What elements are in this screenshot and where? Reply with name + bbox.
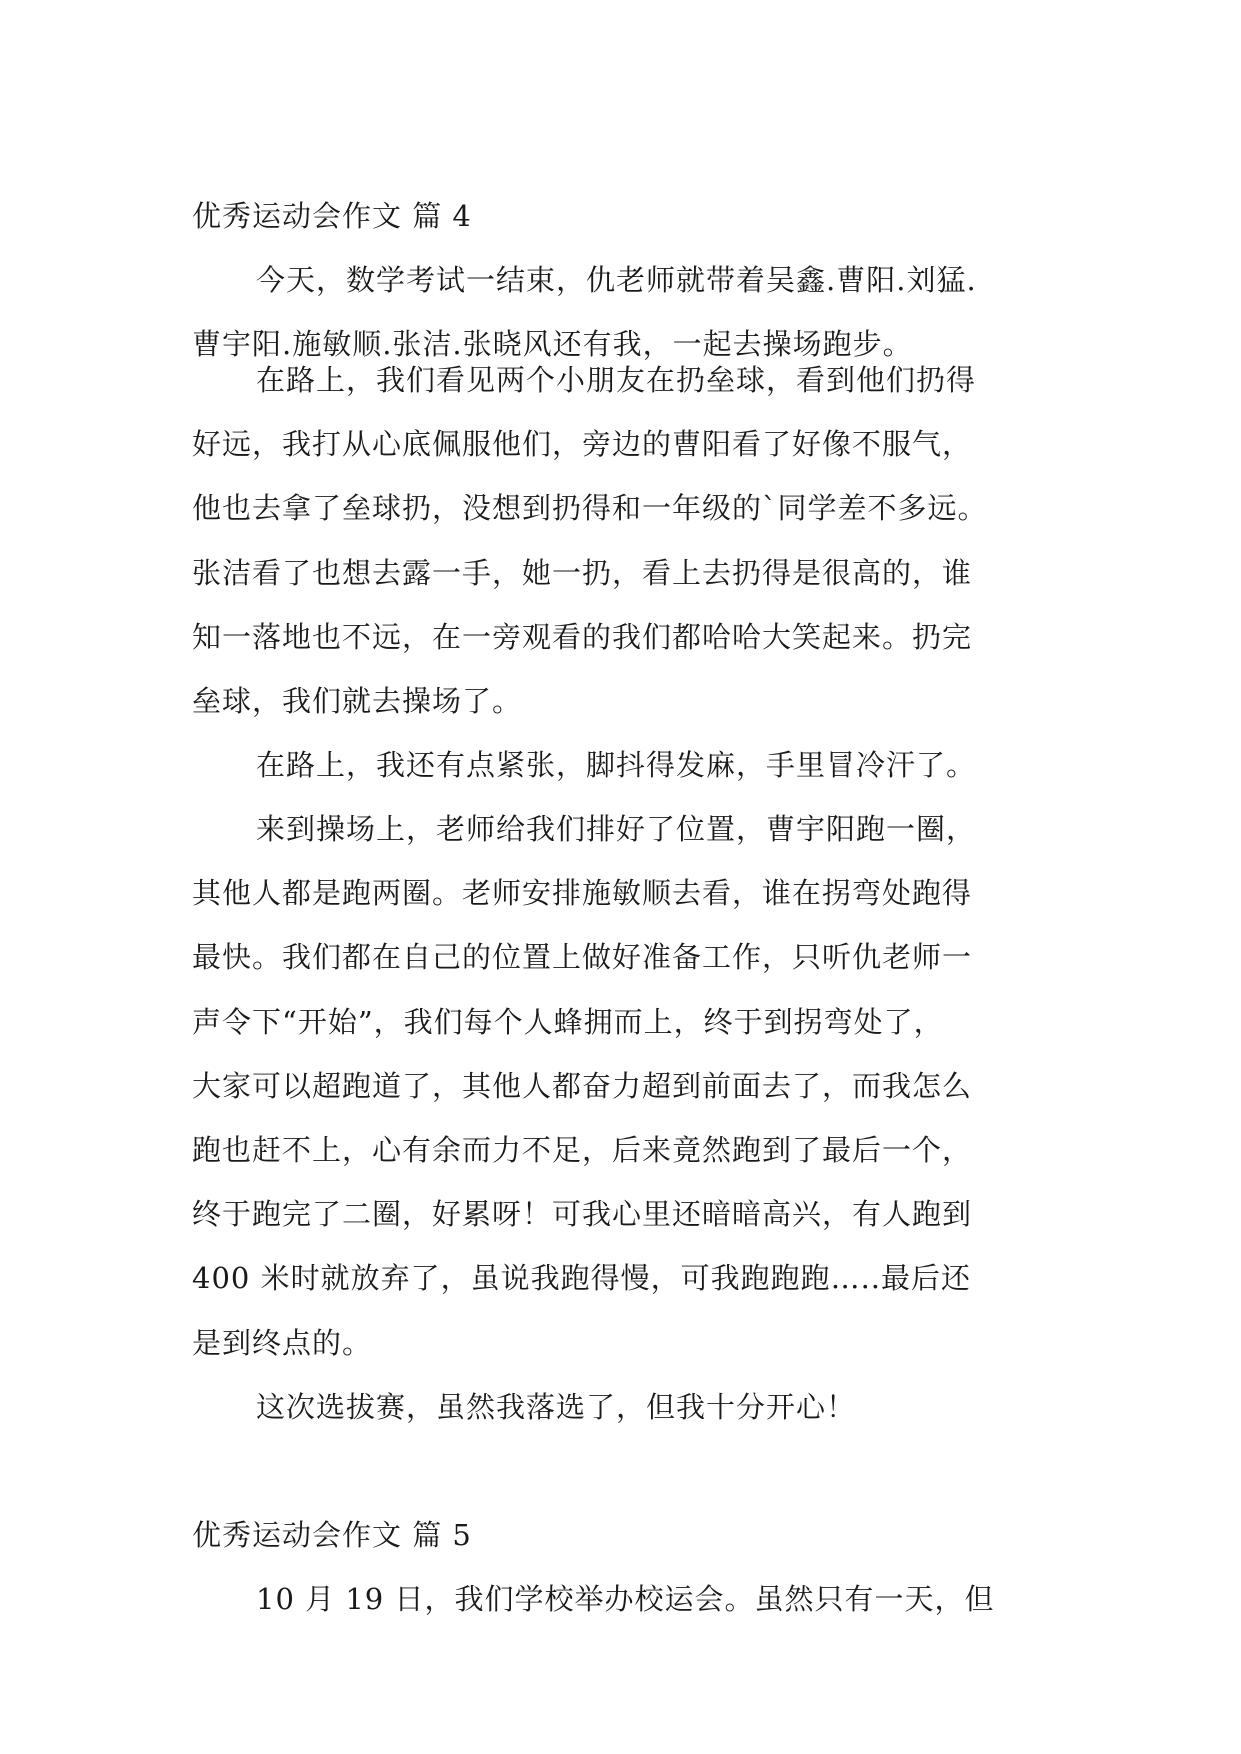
paragraph-line: 张洁看了也想去露一手，她一扔，看上去扔得是很高的，谁	[192, 555, 973, 590]
paragraph-line: 大家可以超跑道了，其他人都奋力超到前面去了，而我怎么	[192, 1068, 973, 1103]
paragraph-line: 知一落地也不远，在一旁观看的我们都哈哈大笑起来。扔完	[192, 619, 973, 654]
paragraph	[192, 797, 1062, 1375]
section-heading: 优秀运动会作文 篇 4	[192, 199, 472, 233]
paragraph-line: 是到终点的。	[192, 1325, 373, 1360]
section-heading: 优秀运动会作文 篇 5	[192, 1518, 472, 1552]
paragraph-line: 终于跑完了二圈，好累呀！可我心里还暗暗高兴，有人跑到	[192, 1197, 973, 1232]
paragraph-line: 好远，我打从心底佩服他们，旁边的曹阳看了好像不服气，	[192, 427, 973, 462]
paragraph	[192, 733, 1062, 797]
paragraph-line: 来到操场上，老师给我们排好了位置，曹宇阳跑一圈，	[256, 812, 977, 846]
paragraph	[192, 1567, 1062, 1631]
paragraph-line: 最快。我们都在自己的位置上做好准备工作，只听仇老师一	[192, 940, 973, 975]
paragraph-line: 垒球，我们就去操场了。	[192, 684, 523, 719]
paragraph-line: 10 月 19 日，我们学校举办校运会。虽然只有一天，但	[256, 1582, 995, 1616]
paragraph-line: 400 米时就放弃了，虽说我跑得慢，可我跑跑跑…..最后还	[192, 1261, 972, 1296]
paragraph-line: 他也去拿了垒球扔，没想到扔得和一年级的`同学差不多远。	[192, 491, 988, 526]
paragraph-line: 这次选拔赛，虽然我落选了，但我十分开心！	[256, 1390, 857, 1424]
paragraph	[192, 1375, 1062, 1439]
paragraph-line: 其他人都是跑两圈。老师安排施敏顺去看，谁在拐弯处跑得	[192, 876, 973, 911]
paragraph-line: 今天，数学考试一结束，仇老师就带着吴鑫.曹阳.刘猛.	[256, 263, 977, 297]
paragraph-line: 在路上，我们看见两个小朋友在扔垒球，看到他们扔得	[256, 363, 977, 397]
paragraph-line: 跑也赶不上，心有余而力不足，后来竟然跑到了最后一个，	[192, 1133, 973, 1168]
paragraph-line: 在路上，我还有点紧张，脚抖得发麻，手里冒冷汗了。	[256, 748, 977, 782]
paragraph-line: 曹宇阳.施敏顺.张洁.张晓风还有我，一起去操场跑步。	[192, 327, 913, 362]
paragraph	[192, 348, 1062, 733]
paragraph-line: 声令下“开始”，我们每个人蜂拥而上，终于到拐弯处了，	[192, 1004, 944, 1039]
